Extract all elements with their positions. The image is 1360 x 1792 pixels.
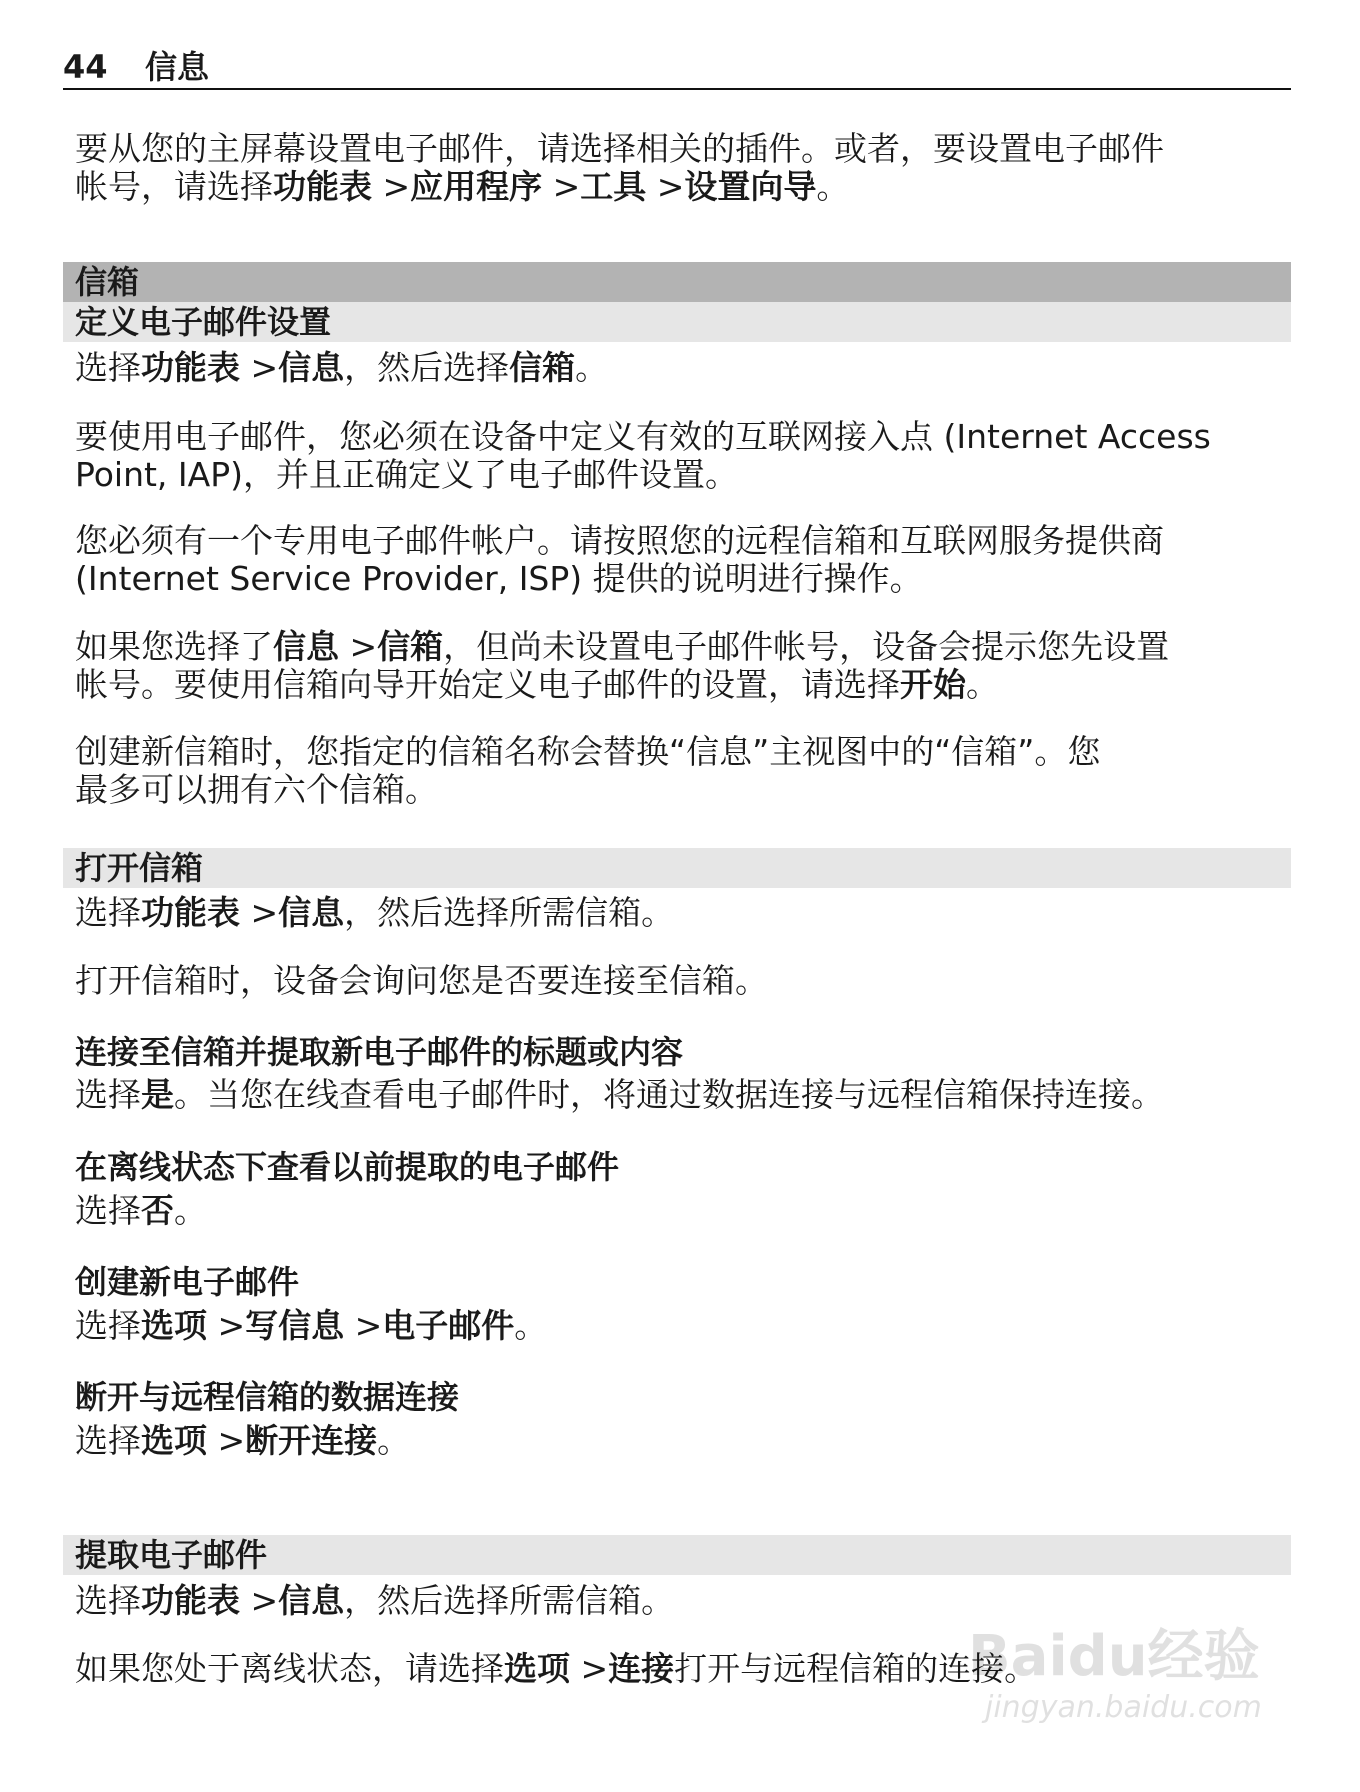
subheading-offline: 在离线状态下查看以前提取的电子邮件 [75, 1148, 620, 1186]
subheading-disconnect: 断开与远程信箱的数据连接 [75, 1378, 460, 1416]
define-paragraph-5: 创建新信箱时，您指定的信箱名称会替换“信息”主视图中的“信箱”。您 最多可以拥有六个信箱。 [75, 732, 1101, 809]
section-title-open: 打开信箱 [63, 848, 1291, 888]
intro-line-1: 要从您的主屏幕设置电子邮件，请选择相关的插件。或者，要设置电子邮件 [75, 129, 1164, 168]
open-paragraph-2: 打开信箱时，设备会询问您是否要连接至信箱。 [75, 961, 768, 1000]
offline-paragraph: 选择否。 [75, 1191, 207, 1230]
page-number: 44 [63, 48, 108, 86]
define-paragraph-2: 要使用电子邮件，您必须在设备中定义有效的互联网接入点 (Internet Access Point, IAP)，并且正确定义了电子邮件设置。 [75, 417, 1211, 494]
define-paragraph-4: 如果您选择了信息 >信箱，但尚未设置电子邮件帐号，设备会提示您先设置 帐号。要使用信箱向导开始定义电子邮件的设置，请选择开始。 [75, 627, 1170, 704]
watermark-url: jingyan.baidu.com [985, 1690, 1262, 1725]
intro-paragraph [75, 130, 1290, 206]
menu-path-item: 工具 [580, 167, 647, 206]
disconnect-paragraph: 选择选项 >断开连接。 [75, 1421, 411, 1460]
section-title-define: 定义电子邮件设置 [63, 302, 1291, 342]
menu-path-item: 功能表 [273, 167, 372, 206]
create-paragraph: 选择选项 >写信息 >电子邮件。 [75, 1306, 548, 1345]
subheading-connect: 连接至信箱并提取新电子邮件的标题或内容 [75, 1033, 684, 1071]
open-paragraph-1: 选择功能表 >信息，然后选择所需信箱。 [75, 893, 675, 932]
connect-paragraph: 选择是。当您在线查看电子邮件时，将通过数据连接与远程信箱保持连接。 [75, 1075, 1164, 1114]
menu-path-item: 应用程序 [410, 167, 543, 206]
subheading-create: 创建新电子邮件 [75, 1263, 300, 1301]
intro-line-2: 帐号，请选择功能表 >应用程序 >工具 >设置向导。 [75, 167, 850, 206]
page-header [63, 50, 1291, 90]
chapter-title: 信息 [145, 48, 210, 86]
retrieve-paragraph-2: 如果您处于离线状态，请选择选项 >连接打开与远程信箱的连接。 [75, 1649, 1038, 1688]
menu-path-item: 设置向导 [684, 167, 817, 206]
define-paragraph-3: 您必须有一个专用电子邮件帐户。请按照您的远程信箱和互联网服务提供商 (Internet Service Provider, ISP) 提供的说明进行操作。 [75, 521, 1164, 598]
define-paragraph-1: 选择功能表 >信息，然后选择信箱。 [75, 348, 609, 387]
section-title-mailbox: 信箱 [63, 262, 1291, 302]
watermark-logo: Baidu经验 [968, 1624, 1260, 1689]
section-title-retrieve: 提取电子邮件 [63, 1535, 1291, 1575]
retrieve-paragraph-1: 选择功能表 >信息，然后选择所需信箱。 [75, 1581, 675, 1620]
